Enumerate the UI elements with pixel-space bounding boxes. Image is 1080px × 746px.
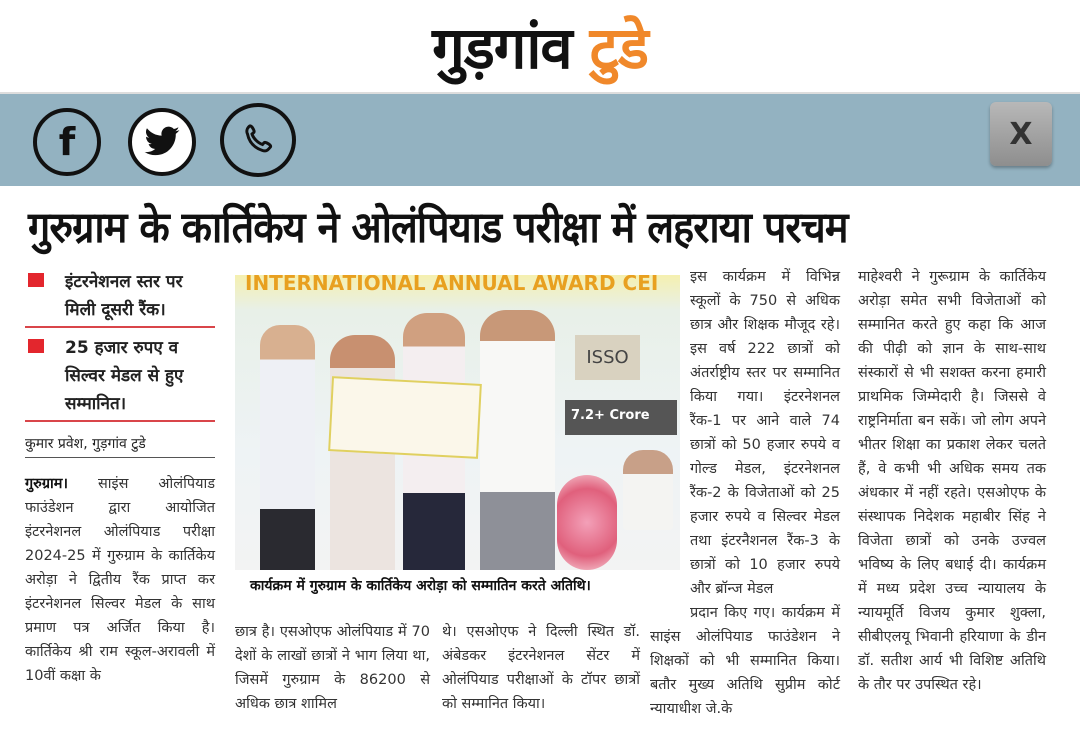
person-1: [260, 325, 315, 570]
headline: गुरुग्राम के कार्तिकेय ने ओलंपियाड परीक्षा में लहराया परचम: [28, 203, 848, 253]
highlight-1: [25, 268, 215, 324]
whatsapp-share-button[interactable]: [220, 103, 296, 177]
dateline: गुरुग्राम।: [25, 476, 68, 492]
share-toolbar: [0, 92, 1080, 186]
site-logo[interactable]: [0, 0, 1080, 90]
logo-part-2: टुडे: [589, 13, 648, 82]
article-column-2: छात्र है। एसओएफ ओलंपियाड में 70 देशों के लाखों छात्रों ने भाग लिया था, जिसमें गुरुग्राम के 86200 से अधिक छात्र शामिल: [235, 624, 430, 712]
article-photo[interactable]: [235, 275, 680, 570]
highlight-text: इंटरनेशनल स्तर पर मिली दूसरी रैंक।: [65, 272, 183, 320]
twitter-icon: [143, 126, 181, 158]
article-column-1: [25, 472, 215, 688]
highlight-text: 25 हजार रुपए व सिल्वर मेडल से हुए सम्मानित।: [65, 338, 184, 414]
cheque-board: [328, 376, 482, 459]
bullet-square-icon: [28, 273, 44, 287]
photo-sign-crore: 7.2+ Crore: [565, 400, 677, 435]
flower-bouquet: [557, 475, 617, 570]
twitter-share-button[interactable]: [128, 108, 196, 176]
article-column-3: थे। एसओएफ ने दिल्ली स्थित डॉ. अंबेडकर इंटरनेशनल सेंटर में ओलंपियाड परीक्षाओं के टॉपर छात्रों को सम्मानित किया।: [442, 624, 640, 712]
article-column-4: इस कार्यक्रम में विभिन्न स्कूलों के 750 से अधिक छात्र और शिक्षक मौजूद रहे। इस वर्ष 222 छात्रों को अंतर्राष्ट्रीय स्तर पर सम्मानित किया गया। इंटरनेशनल रैंक-1 पर आने वाले 74 छात्रों को 50 हजार रुपये व गोल्ड मेडल, इंटरनेशनल रैंक-2 के विजेताओं को 25 हजार रुपये व सिल्वर मेडल तथा इंटरनैशनल रैंक-3 के छात्रों को 10 हजार रुपये और ब्रॉन्ज मेडल: [690, 269, 840, 597]
article-column-4-continued: प्रदान किए गए। कार्यक्रम में साइंस ओलंपियाड फाउंडेशन ने शिक्षकों को भी सम्मानित किया। बतौर मुख्य अतिथि सुप्रीम कोर्ट न्यायाधीश जे.के: [650, 605, 840, 717]
close-button[interactable]: [990, 102, 1052, 166]
divider: [25, 420, 215, 422]
person-4: [480, 310, 555, 570]
byline: कुमार प्रवेश, गुड़गांव टुडे: [25, 434, 215, 458]
photo-banner: INTERNATIONAL ANNUAL AWARD CEI: [245, 275, 659, 295]
logo-part-1: गुड़गांव: [432, 13, 572, 82]
facebook-icon: f: [58, 120, 76, 164]
close-icon: X: [1009, 116, 1033, 152]
column-text: साइंस ओलंपियाड फाउंडेशन द्वारा आयोजित इंटरनेशनल ओलंपियाड परीक्षा 2024-25 में गुरुग्राम के कार्तिकेय अरोड़ा ने द्वितीय रैंक प्राप्त कर इंटरनेशनल सिल्वर मेडल के साथ प्रमाण पत्र अर्जित किया है। कार्तिकेय श्री राम स्कूल-अरावली में 10वीं कक्षा के: [25, 476, 215, 684]
article-column-5: माहेश्वरी ने गुरूग्राम के कार्तिकेय अरोड़ा समेत सभी विजेताओं को सम्मानित करते हुए कहा कि आज की पीढ़ी को ज्ञान के साथ-साथ संस्कारों से भी सशक्त करना हमारी प्राथमिक जिम्मेदारी है। जिससे वे राष्ट्रनिर्माता बन सकें। जो लोग अपने भीतर शिक्षा का प्रकाश लेकर चलते हैं, वे कभी भी अधिक समय तक अंधकार में नहीं रहते। एसओएफ के संस्थापक निदेशक महाबीर सिंह ने विजेता छात्रों को उनके उज्वल भविष्य के लिए बधाई दी। कार्यक्रम में मध्य प्रदेश उच्च न्यायालय के न्यायमूर्ति विजय कुमार शुक्ला, सीबीएलयू भिवानी हरियाणा के डीन डॉ. सतीश आर्य भी विशिष्ट अतिथि के तौर पर उपस्थित रहे।: [858, 269, 1046, 693]
photo-sign-isso: ISSO: [575, 335, 640, 380]
highlight-2: [25, 334, 215, 418]
bullet-square-icon: [28, 339, 44, 353]
article-column-4-wrapper: [650, 265, 840, 721]
divider: [25, 326, 215, 328]
photo-caption: कार्यक्रम में गुरुग्राम के कार्तिकेय अरोड़ा को सम्मातिन करते अतिथि।: [250, 578, 591, 594]
whatsapp-icon: [240, 122, 276, 158]
left-column: [25, 268, 215, 688]
facebook-share-button[interactable]: [33, 108, 101, 176]
